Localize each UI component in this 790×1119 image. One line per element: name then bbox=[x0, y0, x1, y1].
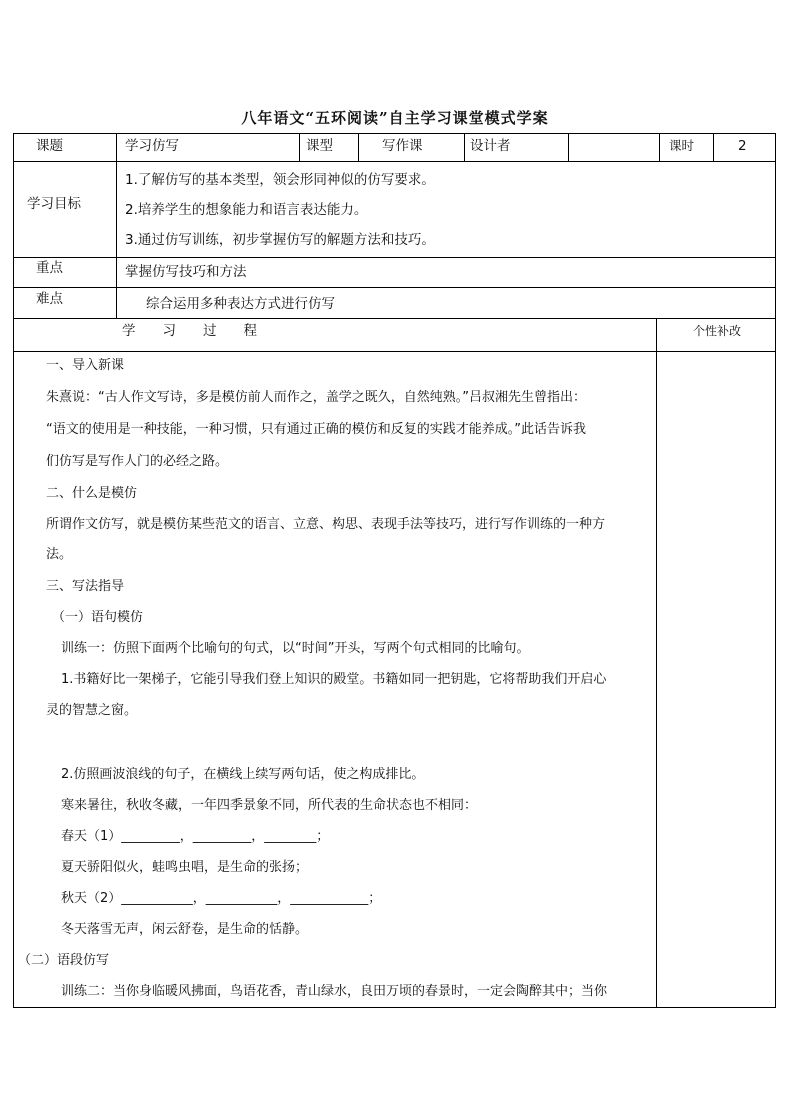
body-text-line: 灵的智慧之窗。 bbox=[46, 703, 138, 718]
body-text-line: 夏天骄阳似火，蛙鸣虫唱，是生命的张扬； bbox=[61, 860, 309, 875]
body-text-line: 寒来暑往，秋收冬藏，一年四季景象不同，所代表的生命状态也不相同： bbox=[61, 798, 478, 813]
topic-value: 学习仿写 bbox=[125, 138, 179, 154]
process-side-label: 个性补改 bbox=[693, 324, 742, 338]
body-text-line: “语文的使用是一种技能，一种习惯，只有通过正确的模仿和反复的实践才能养成。”此话告诉我 bbox=[46, 422, 586, 437]
goals-label: 学习目标 bbox=[27, 196, 81, 212]
type-label: 课型 bbox=[306, 138, 333, 154]
goal-item: 1.了解仿写的基本类型，领会形同神似的仿写要求。 bbox=[125, 172, 435, 188]
subsection-heading: （一）语句模仿 bbox=[52, 610, 144, 625]
hours-value: 2 bbox=[738, 138, 747, 154]
type-value: 写作课 bbox=[382, 138, 423, 154]
goal-item: 2.培养学生的想象能力和语言表达能力。 bbox=[125, 202, 368, 218]
body-text-line: 1.书籍好比一架梯子，它能引导我们登上知识的殿堂。书籍如同一把钥匙，它将帮助我们开启心 bbox=[61, 672, 607, 687]
topic-label: 课题 bbox=[36, 138, 63, 154]
body-text-line: 朱熹说：“古人作文写诗，多是模仿前人而作之，盖学之既久，自然纯熟。”吕叔湘先生曾指出： bbox=[46, 390, 586, 405]
difficulty-label: 难点 bbox=[36, 291, 63, 307]
section-heading: 一、导入新课 bbox=[46, 358, 125, 373]
exercise-instruction: 训练一：仿照下面两个比喻句的句式，以“时间”开头，写两个句式相同的比喻句。 bbox=[61, 641, 530, 656]
exercise-instruction: 2.仿照画波浪线的句子，在横线上续写两句话，使之构成排比。 bbox=[61, 767, 425, 782]
body-text-line: 所谓作文仿写，就是模仿某些范文的语言、立意、构思、表现手法等技巧，进行写作训练的一种方 bbox=[46, 517, 606, 532]
body-text-line: 冬天落雪无声，闲云舒卷，是生命的恬静。 bbox=[61, 922, 309, 937]
process-header: 学 习 过 程 bbox=[122, 323, 257, 339]
key-point-value: 掌握仿写技巧和方法 bbox=[125, 264, 247, 280]
hours-label: 课时 bbox=[669, 138, 695, 153]
fill-blank-line: 秋天（2）___________，___________，____________； bbox=[61, 891, 382, 906]
section-heading: 三、写法指导 bbox=[46, 579, 125, 594]
exercise-instruction: 训练二：当你身临暖风拂面，鸟语花香，青山绿水，良田万顷的春景时，一定会陶醉其中；当你 bbox=[61, 984, 608, 999]
body-text-line: 们仿写是写作人门的必经之路。 bbox=[46, 454, 229, 469]
goal-item: 3.通过仿写训练，初步掌握仿写的解题方法和技巧。 bbox=[125, 232, 435, 248]
difficulty-value: 综合运用多种表达方式进行仿写 bbox=[146, 296, 335, 312]
subsection-heading: （二）语段仿写 bbox=[18, 953, 110, 968]
body-text-line: 法。 bbox=[46, 547, 73, 562]
section-heading: 二、什么是模仿 bbox=[46, 486, 138, 501]
document-title: 八年语文“五环阅读”自主学习课堂模式学案 bbox=[241, 109, 549, 127]
fill-blank-line: 春天（1）_________，_________，________； bbox=[61, 829, 330, 844]
designer-label: 设计者 bbox=[470, 138, 511, 154]
key-point-label: 重点 bbox=[36, 260, 63, 276]
